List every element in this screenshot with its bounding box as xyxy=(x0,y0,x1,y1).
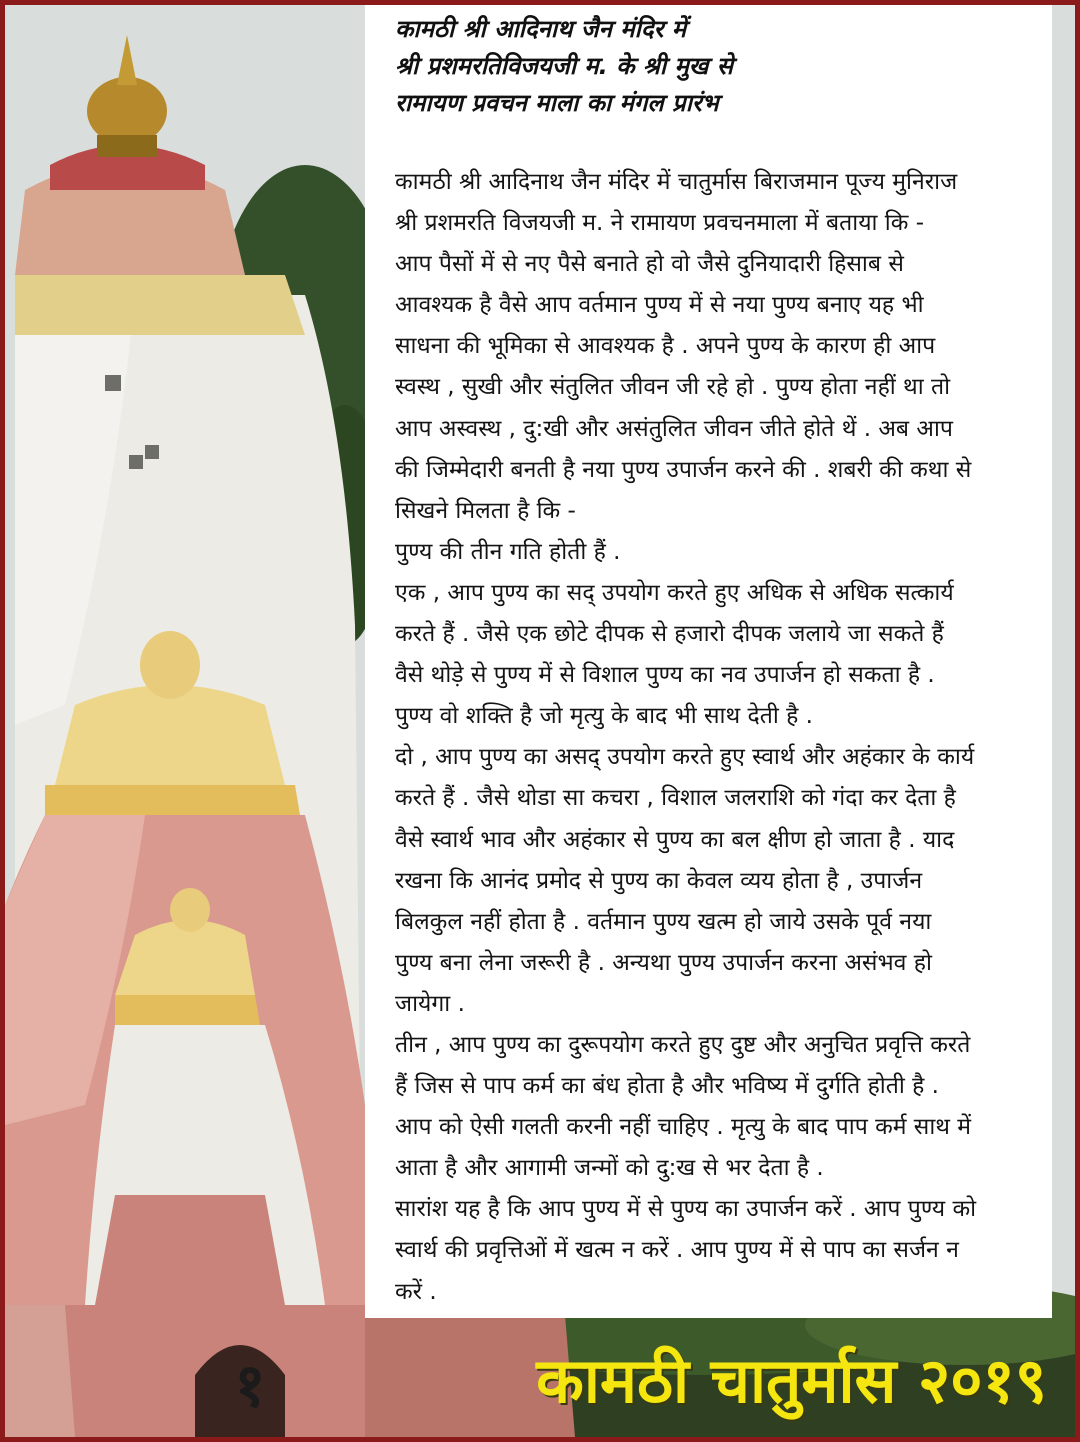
body-line: पुण्य बना लेना जरूरी है . अन्यथा पुण्य उपार्जन करना असंभव हो xyxy=(395,949,932,976)
body-line: तीन , आप पुण्य का दुरूपयोग करते हुए दुष्ट और अनुचित प्रवृत्ति करते xyxy=(395,1031,971,1058)
body-line: पुण्य वो शक्ति है जो मृत्यु के बाद भी साथ देती है . xyxy=(395,703,813,730)
footer-title: कामठी चातुर्मास २०१९ xyxy=(536,1344,1047,1417)
body-line: वैसे स्वार्थ भाव और अहंकार से पुण्य का बल क्षीण हो जाता है . याद xyxy=(395,826,955,853)
headline-line-3: रामायण प्रवचन माला का मंगल प्रारंभ xyxy=(395,89,719,117)
body-line: साधना की भूमिका से आवश्यक है . अपने पुण्य के कारण ही आप xyxy=(395,333,936,360)
body-line: स्वार्थ की प्रवृत्तिओं में खत्म न करें . आप पुण्य में से पाप का सर्जन न xyxy=(395,1237,959,1264)
body-line: आता है और आगामी जन्मों को दु:ख से भर देता है . xyxy=(395,1155,824,1182)
body-line: पुण्य की तीन गति होती हैं . xyxy=(395,538,621,565)
body-line: आवश्यक है वैसे आप वर्तमान पुण्य में से नया पुण्य बनाए यह भी xyxy=(395,292,924,319)
tier2-yellow-band xyxy=(45,785,300,815)
body-line: आप को ऐसी गलती करनी नहीं चाहिए . मृत्यु के बाद पाप कर्म साथ में xyxy=(395,1114,972,1141)
page-number: १ xyxy=(234,1351,266,1421)
body-line: रखना कि आनंद प्रमोद से पुण्य का केवल व्यय होता है , उपार्जन xyxy=(395,867,923,894)
body-line: हैं जिस से पाप कर्म का बंध होता है और भविष्य में दुर्गति होती है . xyxy=(395,1073,939,1100)
body-line: आप अस्वस्थ , दु:खी और असंतुलित जीवन जीते होते थें . अब आप xyxy=(395,415,953,442)
left-edge-structure xyxy=(5,1305,75,1437)
body-line: करते हैं . जैसे थोडा सा कचरा , विशाल जलराशि को गंदा कर देता है xyxy=(395,785,956,812)
body-line: की जिम्मेदारी बनती है नया पुण्य उपार्जन करने की . शबरी की कथा से xyxy=(395,456,972,483)
body-line: आप पैसों में से नए पैसे बनाते हो वो जैसे दुनियादारी हिसाब से xyxy=(395,251,904,278)
body-line: श्री प्रशमरति विजयजी म. ने रामायण प्रवचनमाला में बताया कि - xyxy=(395,210,925,237)
tier2-crown xyxy=(55,685,285,785)
body-line: करें . xyxy=(395,1278,437,1305)
article-body xyxy=(395,162,1034,1313)
body-line: एक , आप पुण्य का सद् उपयोग करते हुए अधिक से अधिक सत्कार्य xyxy=(395,579,954,606)
body-line: स्वस्थ , सुखी और संतुलित जीवन जी रहे हो . पुण्य होता नहीं था तो xyxy=(395,374,951,401)
crown-yellow-band xyxy=(15,275,305,335)
body-line: कामठी श्री आदिनाथ जैन मंदिर में चातुर्मास बिराजमान पूज्य मुनिराज xyxy=(395,169,958,195)
window-hole xyxy=(105,375,121,391)
body-line: सारांश यह है कि आप पुण्य में से पुण्य का उपार्जन करें . आप पुण्य को xyxy=(395,1196,977,1223)
tier3-kalash xyxy=(170,888,210,932)
body-line: वैसे थोड़े से पुण्य में से विशाल पुण्य का नव उपार्जन हो सकता है . xyxy=(395,662,935,689)
article-panel xyxy=(365,5,1052,1318)
kalash-base xyxy=(97,135,157,157)
tier3-yellow-band xyxy=(115,995,260,1025)
kalash-pot xyxy=(87,77,167,145)
headline-line-1: कामठी श्री आदिनाथ जैन मंदिर में xyxy=(395,15,687,43)
body-line: सिखने मिलता है कि - xyxy=(395,497,576,524)
window-hole xyxy=(145,445,159,459)
window-hole xyxy=(129,455,143,469)
body-line: दो , आप पुण्य का असद् उपयोग करते हुए स्वार्थ और अहंकार के कार्य xyxy=(395,744,975,771)
headline-line-2: श्री प्रशमरतिविजयजी म. के श्री मुख से xyxy=(395,52,734,80)
tier2-kalash xyxy=(140,631,200,699)
body-line: बिलकुल नहीं होता है . वर्तमान पुण्य खत्म हो जाये उसके पूर्व नया xyxy=(395,908,932,935)
body-line: जायेगा . xyxy=(395,990,465,1017)
body-line: करते हैं . जैसे एक छोटे दीपक से हजारो दीपक जलाये जा सकते हैं xyxy=(395,621,944,648)
headline xyxy=(395,11,1034,122)
